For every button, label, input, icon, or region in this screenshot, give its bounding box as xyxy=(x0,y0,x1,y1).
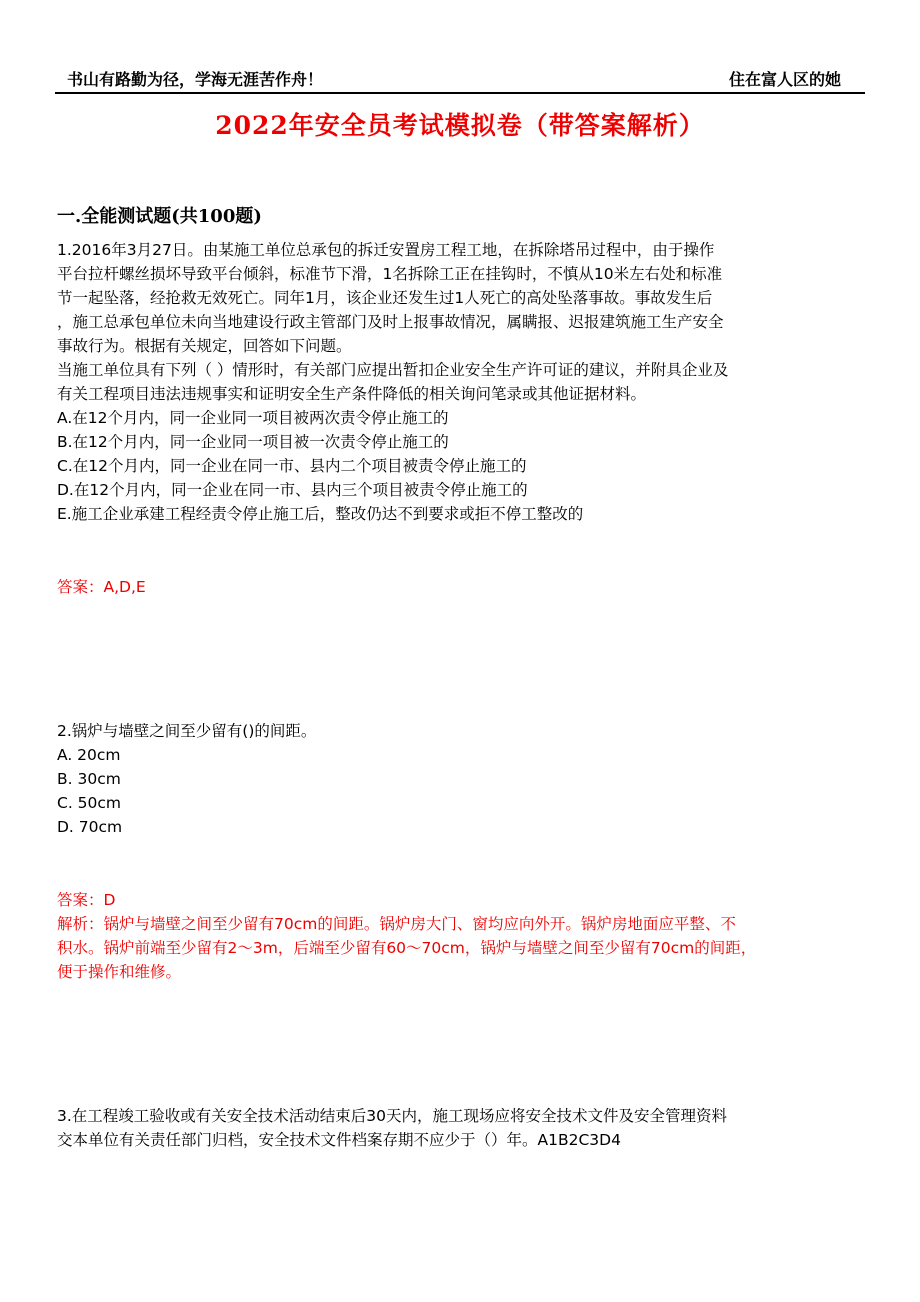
header-author: 住在富人区的她 xyxy=(728,70,841,89)
question-1 xyxy=(57,238,867,526)
question-2-option-c: C. 50cm xyxy=(57,794,122,812)
question-2-answer-block xyxy=(57,888,867,984)
question-1-line: 事故行为。根据有关规定，回答如下问题。 xyxy=(57,337,352,355)
question-2-option-d: D. 70cm xyxy=(57,818,123,836)
question-2-analysis-line: 解析：锅炉与墙壁之间至少留有70cm的间距。锅炉房大门、窗均应向外开。锅炉房地面应平整、不 xyxy=(57,915,736,933)
question-2-stem: 2.锅炉与墙壁之间至少留有()的间距。 xyxy=(57,722,317,740)
question-1-line: 1.2016年3月27日。由某施工单位总承包的拆迁安置房工程工地，在拆除塔吊过程中，由于操作 xyxy=(57,241,715,259)
section-heading: 一.全能测试题(共100题) xyxy=(57,206,262,227)
question-1-line: ，施工总承包单位未向当地建设行政主管部门及时上报事故情况，属瞒报、迟报建筑施工生产安全 xyxy=(57,313,724,331)
question-2-analysis-line: 积水。锅炉前端至少留有2～3m，后端至少留有60～70cm，锅炉与墙壁之间至少留有70cm的间距， xyxy=(57,939,757,957)
question-2-option-b: B. 30cm xyxy=(57,770,121,788)
question-1-line: 当施工单位具有下列（ ）情形时，有关部门应提出暂扣企业安全生产许可证的建议，并附具企业及 xyxy=(57,361,729,379)
question-1-answer: 答案：A,D,E xyxy=(57,578,146,596)
question-1-line: 平台拉杆螺丝损坏导致平台倾斜，标准节下滑，1名拆除工正在挂钩时，不慎从10米左右处和标准 xyxy=(57,265,723,283)
page-title: 2022年安全员考试模拟卷（带答案解析） xyxy=(215,111,705,140)
question-3 xyxy=(57,1104,867,1152)
header-motto: 书山有路勤为径，学海无涯苦作舟！ xyxy=(67,70,324,89)
question-3-line: 3.在工程竣工验收或有关安全技术活动结束后30天内，施工现场应将安全技术文件及安全管理资料 xyxy=(57,1107,728,1125)
question-2-answer: 答案：D xyxy=(57,891,116,909)
question-1-line: 有关工程项目违法违规事实和证明安全生产条件降低的相关询问笔录或其他证据材料。 xyxy=(57,385,647,403)
question-2-option-a: A. 20cm xyxy=(57,746,121,764)
question-3-line: 交本单位有关责任部门归档，安全技术文件档案存期不应少于（）年。A1B2C3D4 xyxy=(57,1131,621,1149)
question-1-option-a: A.在12个月内，同一企业同一项目被两次责令停止施工的 xyxy=(57,409,449,427)
question-2-analysis-line: 便于操作和维修。 xyxy=(57,963,182,981)
question-1-line: 节一起坠落，经抢救无效死亡。同年1月，该企业还发生过1人死亡的高处坠落事故。事故发生后 xyxy=(57,289,713,307)
question-1-option-e: E.施工企业承建工程经责令停止施工后，整改仍达不到要求或拒不停工整改的 xyxy=(57,505,584,523)
page-header xyxy=(55,62,865,94)
question-1-option-c: C.在12个月内，同一企业在同一市、县内二个项目被责令停止施工的 xyxy=(57,457,527,475)
question-1-option-d: D.在12个月内，同一企业在同一市、县内三个项目被责令停止施工的 xyxy=(57,481,528,499)
question-1-option-b: B.在12个月内，同一企业同一项目被一次责令停止施工的 xyxy=(57,433,449,451)
question-2 xyxy=(57,719,867,839)
